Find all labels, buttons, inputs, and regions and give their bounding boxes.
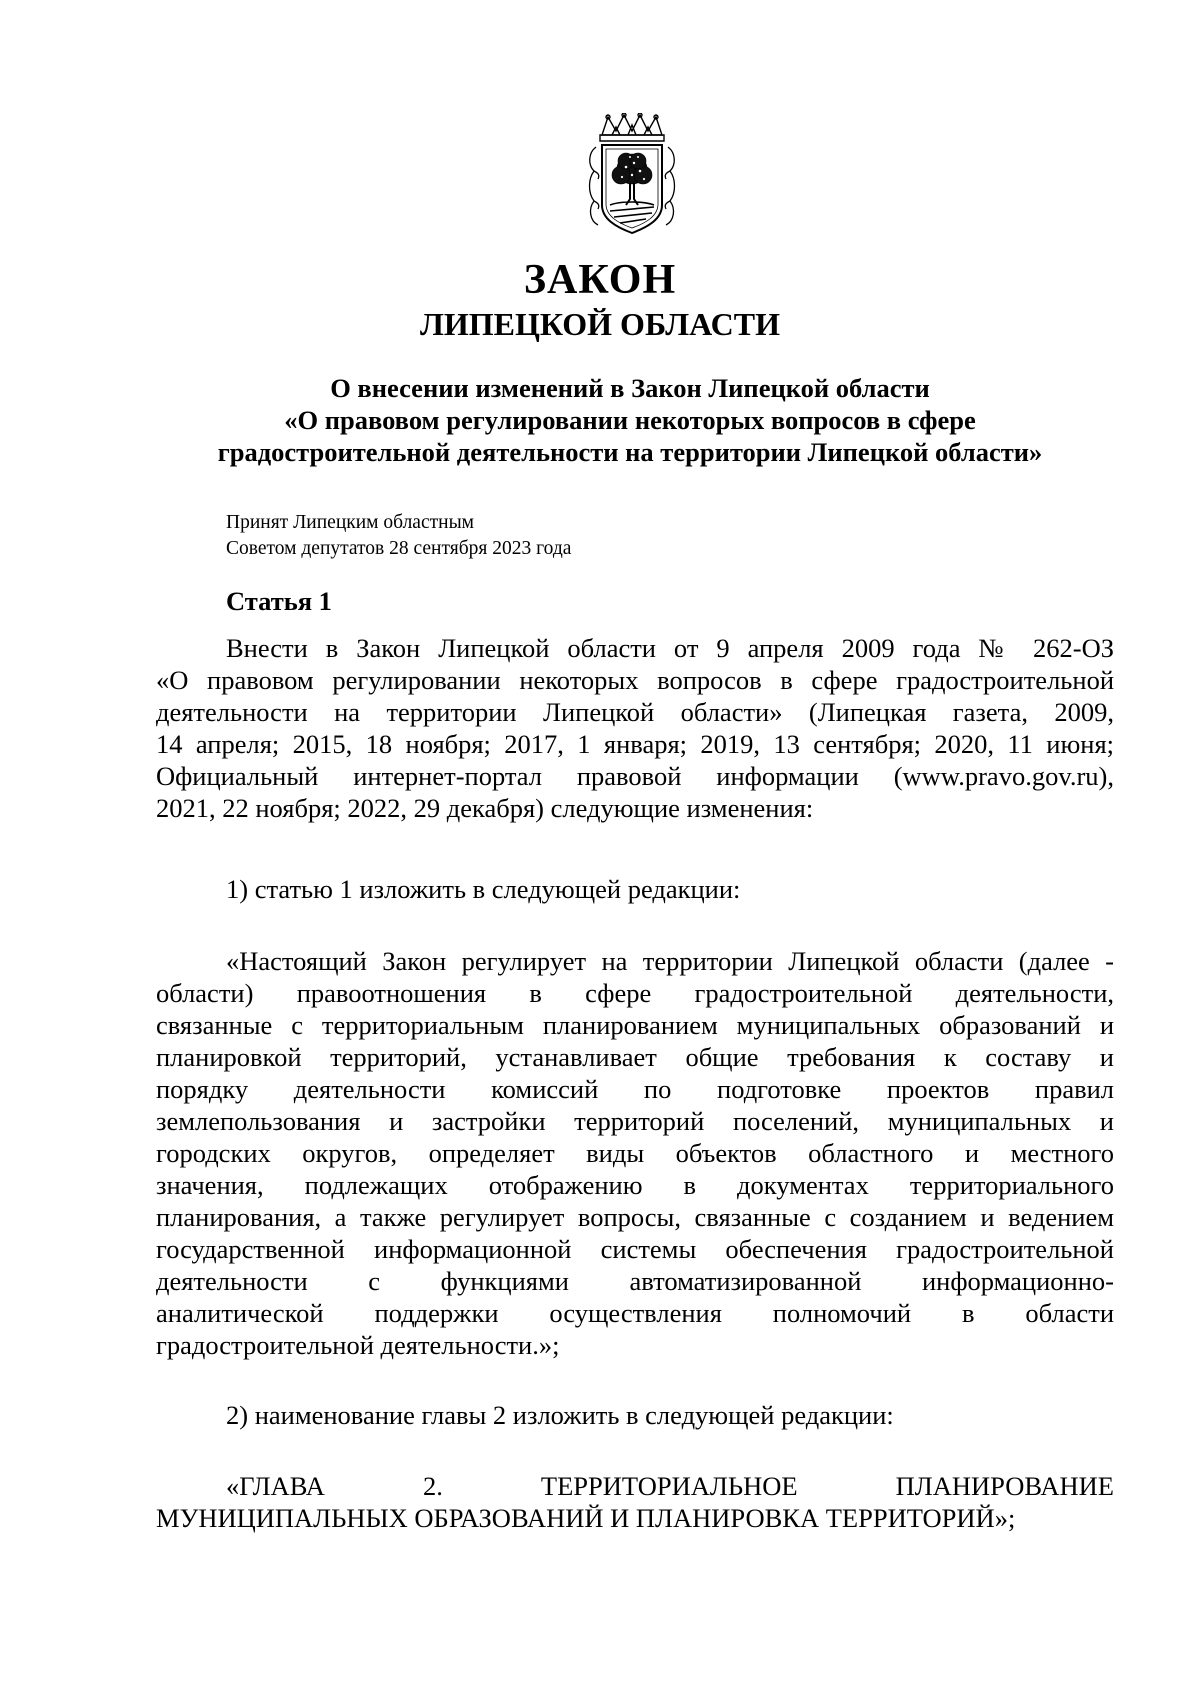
adoption-line: Принят Липецким областным [226, 512, 475, 533]
text-line: аналитической поддержки осуществления полномочий в области [156, 1298, 1114, 1328]
document-title: ЗАКОН [523, 257, 677, 303]
article-intro [156, 632, 1114, 824]
amendment-quote-2 [156, 1470, 1114, 1534]
amendment-quote-1 [156, 945, 1114, 1361]
text-line: деятельности на территории Липецкой области» (Липецкая газета, 2009, [156, 697, 1114, 727]
coat-of-arms-emblem [586, 113, 678, 240]
adoption-note [226, 510, 571, 562]
amendment-item-1 [156, 873, 1114, 905]
text-line: 2) наименование главы 2 изложить в следующей редакции: [226, 1400, 894, 1430]
text-line: 1) статью 1 изложить в следующей редакции: [226, 874, 741, 904]
text-line: Официальный интернет-портал правовой информации (www.pravo.gov.ru), [156, 761, 1114, 791]
text-line: «Настоящий Закон регулирует на территории Липецкой области (далее - [226, 946, 1114, 976]
law-name-line: «О правовом регулировании некоторых вопросов в сфере [284, 405, 976, 435]
text-line: области) правоотношения в сфере градостроительной деятельности, [156, 978, 1114, 1008]
text-line: деятельности с функциями автоматизированной информационно- [156, 1266, 1114, 1296]
text-line: землепользования и застройки территорий поселений, муниципальных и [156, 1106, 1114, 1136]
text-line: связанные с территориальным планированием муниципальных образований и [156, 1010, 1114, 1040]
text-line: планирования, а также регулирует вопросы, связанные с созданием и ведением [156, 1202, 1114, 1232]
text-line: городских округов, определяет виды объектов областного и местного [156, 1138, 1114, 1168]
article-heading: Статья 1 [226, 586, 332, 616]
text-line: государственной информационной системы обеспечения градостроительной [156, 1234, 1114, 1264]
text-line: 14 апреля; 2015, 18 ноября; 2017, 1 января; 2019, 13 сентября; 2020, 11 июня; [156, 729, 1114, 759]
text-line: 2021, 22 ноября; 2022, 29 декабря) следующие изменения: [156, 793, 814, 823]
text-line: значения, подлежащих отображению в документах территориального [156, 1170, 1114, 1200]
text-line: Внести в Закон Липецкой области от 9 апреля 2009 года № 262-ОЗ [226, 633, 1114, 663]
document-subtitle: ЛИПЕЦКОЙ ОБЛАСТИ [420, 306, 780, 342]
law-name-line: градостроительной деятельности на территории Липецкой области» [217, 437, 1043, 467]
adoption-line: Советом депутатов 28 сентября 2023 года [226, 538, 572, 559]
text-line: «ГЛАВА 2. ТЕРРИТОРИАЛЬНОЕ ПЛАНИРОВАНИЕ [226, 1471, 1114, 1501]
law-name [150, 372, 1110, 468]
law-name-line: О внесении изменений в Закон Липецкой области [330, 373, 930, 403]
text-line: планировкой территорий, устанавливает общие требования к составу и [156, 1042, 1114, 1072]
text-line: порядку деятельности комиссий по подготовке проектов правил [156, 1074, 1114, 1104]
text-line: МУНИЦИПАЛЬНЫХ ОБРАЗОВАНИЙ И ПЛАНИРОВКА ТЕРРИТОРИЙ»; [156, 1503, 1016, 1533]
amendment-item-2 [156, 1399, 1114, 1431]
text-line: градостроительной деятельности.»; [156, 1330, 560, 1360]
text-line: «О правовом регулировании некоторых вопросов в сфере градостроительной [156, 665, 1114, 695]
